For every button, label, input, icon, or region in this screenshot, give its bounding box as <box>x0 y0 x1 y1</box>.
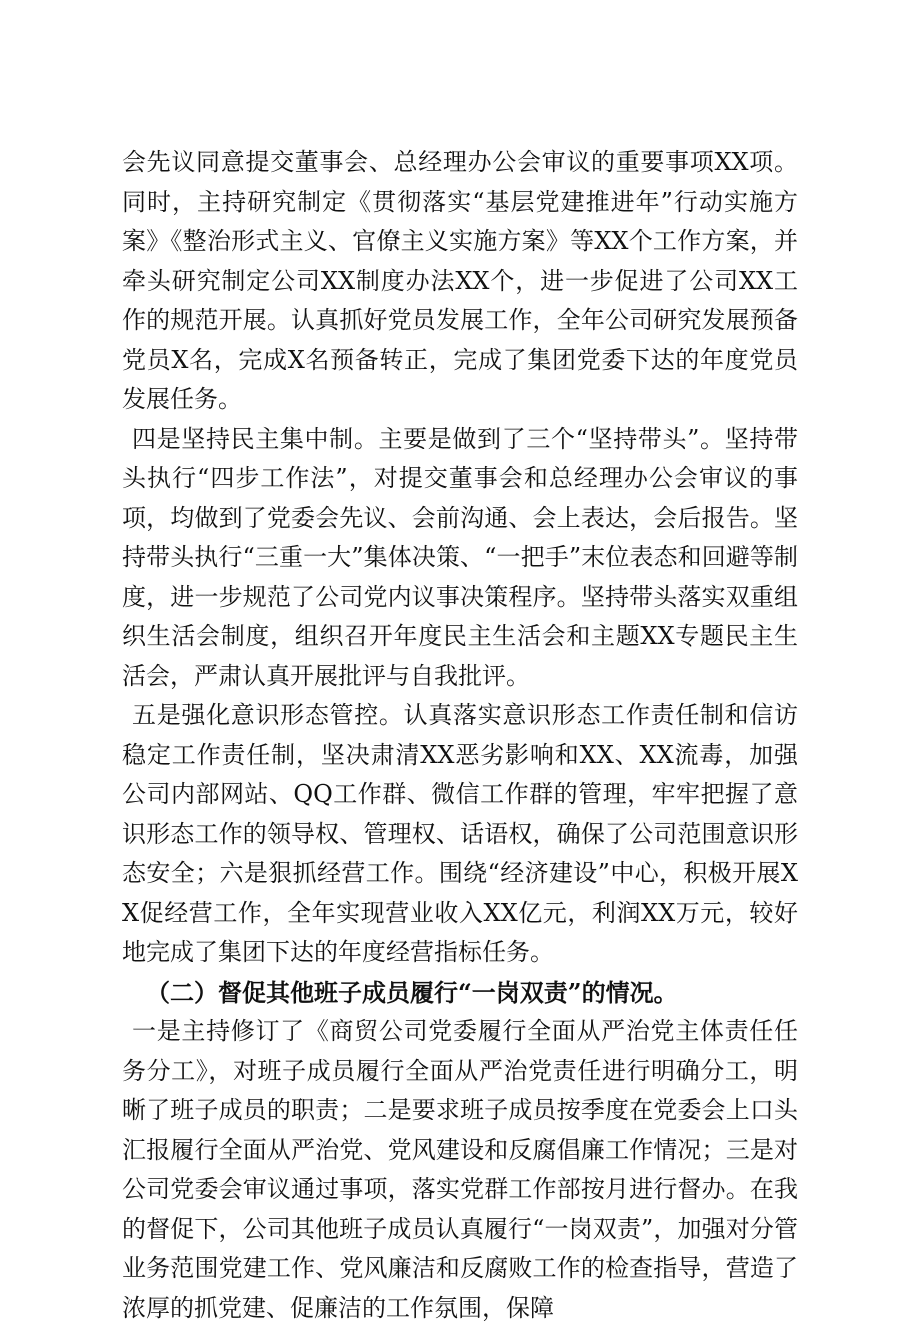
paragraph-ideology-control: 五是强化意识形态管控。认真落实意识形态工作责任制和信访稳定工作责任制，坚决肃清XX恶劣影响和XX、XX流毒，加强公司内部网站、QQ工作群、微信工作群的管理，牢牢把握了意识形态工作的领导权、管理权、话语权，确保了公司范围意识形态安全；六是狠抓经营工作。围绕“经济建设”中心，积极开展XX促经营工作，全年实现营业收入XX亿元，利润XX万元，较好地完成了集团下达的年度经营指标任务。 <box>122 701 798 966</box>
paragraph-continued-party-affairs: 会先议同意提交董事会、总经理办公会审议的重要事项XX项。同时，主持研究制定《贯彻落实“基层党建推进年”行动实施方案》《整治形式主义、官僚主义实施方案》等XX个工作方案，并牵头研究制定公司XX制度办法XX个，进一步促进了公司XX工作的规范开展。认真抓好党员发展工作，全年公司研究发展预备党员X名，完成X名预备转正，完成了集团党委下达的年度党员发展任务。 <box>122 148 798 413</box>
paragraph-supervision: 一是主持修订了《商贸公司党委履行全面从严治党主体责任任务分工》，对班子成员履行全面从严治党责任进行明确分工，明晰了班子成员的职责；二是要求班子成员按季度在党委会上口头汇报履行全面从严治党、党风建设和反腐倡廉工作情况；三是对公司党委会审议通过事项，落实党群工作部按月进行督办。在我的督促下，公司其他班子成员认真履行“一岗双责”，加强对分管业务范围党建工作、党风廉洁和反腐败工作的检查指导，营造了浓厚的抓党建、促廉洁的工作氛围，保障 <box>122 1017 798 1322</box>
paragraph-democratic-centralism: 四是坚持民主集中制。主要是做到了三个“坚持带头”。坚持带头执行“四步工作法”，对提交董事会和总经理办公会审议的事项，均做到了党委会先议、会前沟通、会上表达，会后报告。坚持带头执行“三重一大”集体决策、“一把手”末位表态和回避等制度，进一步规范了公司党内议事决策程序。坚持带头落实双重组织生活会制度，组织召开年度民主生活会和主题XX专题民主生活会，严肃认真开展批评与自我批评。 <box>122 424 798 690</box>
document-body <box>122 143 798 1328</box>
section-subheading: （二）督促其他班子成员履行“一岗双责”的情况。 <box>146 977 678 1007</box>
